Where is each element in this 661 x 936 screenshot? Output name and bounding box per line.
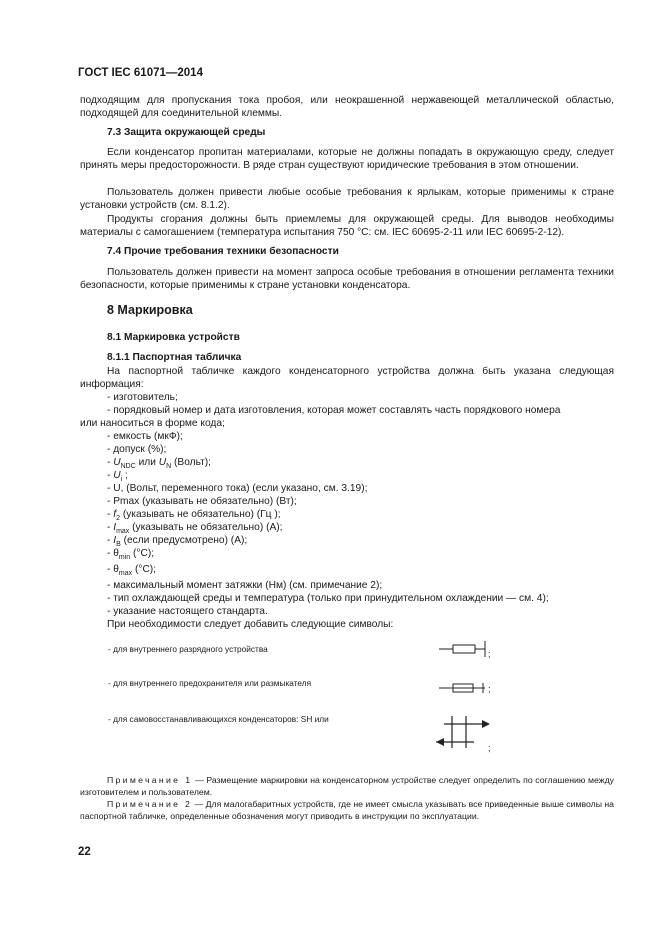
section-7-3-paragraph-3: Продукты сгорания должны быть приемлемы для окружающей среды. Для выводов необходимы материалы с самогашением (температура испытания 750 °С: см. IEC 60695-2-11 или IEC 60695-2-12). — [80, 214, 614, 239]
list-item: - $U_{NDC}$ или $U_N$ (Вольт); — [107, 457, 211, 471]
symbol-1-label: - для внутреннего разрядного устройства — [108, 644, 268, 654]
section-7-3-title: 7.3 Защита окружающей среды — [107, 127, 266, 138]
section-8-1-1-title: 8.1.1 Паспортная табличка — [107, 352, 242, 363]
paragraph-continuation: подходящим для пропускания тока пробоя, или неокрашенной нержавеющей металлической областью, подходящей для соединительной клеммы. — [80, 95, 614, 120]
symbol-2-label: - для внутреннего предохранителя или размыкателя — [108, 678, 312, 688]
section-7-3-paragraph-1: Если конденсатор пропитан материалами, которые не должны попадать в окружающую среду, следует принять меры предосторожности. В ряде стран существуют юридические требования в этом отношении. — [80, 147, 614, 172]
list-item: - тип охлаждающей среды и температура (только при принудительном охлаждении — см. 4); — [107, 593, 549, 604]
discharge-resistor-symbol — [437, 637, 495, 667]
list-item: - $I_{max}$ (указывать не обязательно) (А); — [107, 522, 283, 536]
document-code: ГОСТ IEC 61071—2014 — [78, 67, 203, 79]
section-8-1-title: 8.1 Маркировка устройств — [107, 332, 240, 343]
list-item: - емкость (мкФ); — [107, 431, 183, 442]
list-item: - $\theta_{max}$ (°С); — [107, 564, 157, 578]
list-item: - изготовитель; — [107, 392, 178, 403]
section-7-3-paragraph-2: Пользователь должен привести любые особые требования к ярлыкам, которые применимы к стране установки устройств (см. 8.1.2). — [80, 187, 614, 212]
symbol-3-terminator: ; — [488, 743, 491, 753]
symbol-2-semicolon: ; — [488, 684, 491, 694]
list-item: - Pmax (указывать не обязательно) (Вт); — [107, 496, 297, 507]
section-7-4-title: 7.4 Прочие требования техники безопасности — [107, 246, 339, 257]
symbols-intro: При необходимости следует добавить следующие символы: — [107, 619, 394, 630]
nameplate-intro: На паспортной табличке каждого конденсаторного устройства должна быть указана следующая информация: — [80, 366, 614, 391]
list-item: - порядковый номер и дата изготовления, которая может составлять часть порядкового номера — [107, 405, 561, 416]
list-item: - указание настоящего стандарта. — [107, 606, 268, 617]
list-item: - $\theta_{min}$ (°С); — [107, 548, 155, 562]
section-7-4-paragraph: Пользователь должен привести на момент запроса особые требования в отношении регламента техники безопасности, которые применимы к стране установки конденсатора. — [80, 267, 614, 292]
list-item: - U, (Вольт, переменного тока) (если указано, см. 3.19); — [107, 483, 368, 494]
page-number: 22 — [78, 846, 91, 858]
symbol-3-label: - для самовосстанавливающихся конденсаторов: SH или — [108, 714, 329, 724]
self-healing-symbol — [430, 712, 496, 757]
list-item-continuation: или наноситься в форме кода; — [80, 418, 225, 429]
list-item: - допуск (%); — [107, 444, 167, 455]
list-item: - $f_2$ (указывать не обязательно) (Гц ); — [107, 509, 281, 523]
list-item: - $I_B$ (если предусмотрено) (А); — [107, 535, 248, 549]
list-item: - $U_i$ ; — [107, 470, 128, 484]
note-1: Примечание 1 — Размещение маркировки на конденсаторном устройстве следует определить по соглашению между изготовителем и пользователем. — [80, 775, 614, 797]
note-2: Примечание 2 — Для малогабаритных устройств, где не имеет смысла указывать все приведенные выше символы на паспортной табличке, определенные обозначения могут приводить в инструкции по эксплуатации. — [80, 799, 614, 821]
list-item: - максимальный момент затяжки (Нм) (см. примечание 2); — [107, 580, 383, 591]
symbol-1-semicolon: ; — [488, 649, 491, 659]
section-8-title: 8 Маркировка — [107, 303, 193, 317]
fuse-symbol — [437, 680, 495, 700]
